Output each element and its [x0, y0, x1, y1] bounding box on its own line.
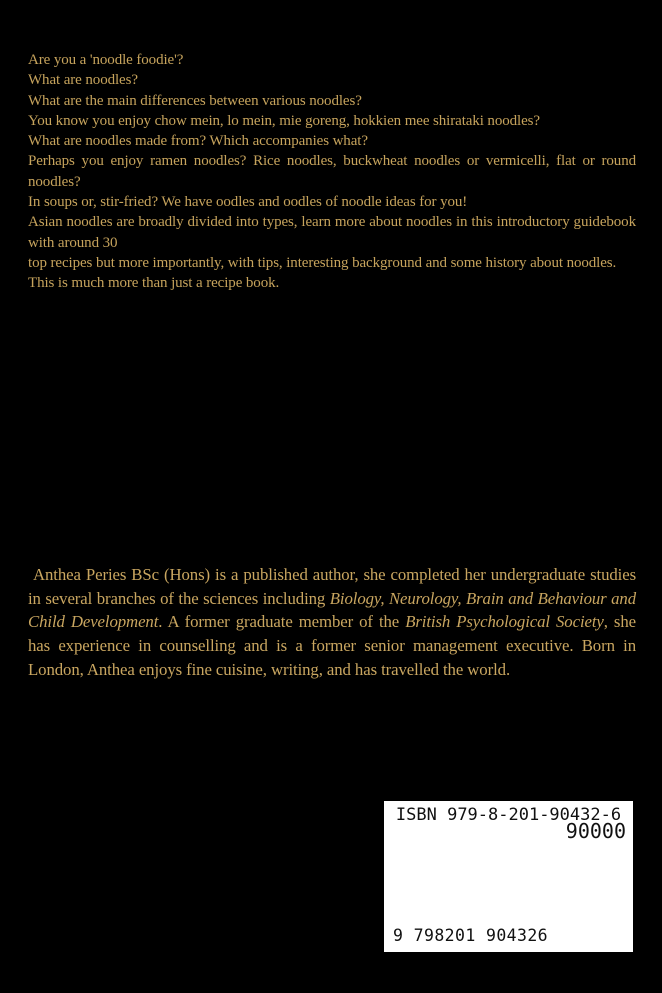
blurb-paragraph: What are noodles? — [28, 72, 138, 89]
isbn-label: ISBN 979-8-201-90432-6 — [395, 805, 622, 825]
barcode-human-readable-digits: 9 798201 904326 — [393, 926, 549, 945]
blurb-paragraph: Are you a 'noodle foodie'? — [28, 52, 184, 68]
barcode-panel — [384, 801, 633, 952]
bio-italic-segment: Biology, Neurology, Brain and Behaviour and Child Development — [28, 588, 636, 632]
blurb-paragraph: top recipes but more importantly, with tips, interesting background and some history about noodles. — [28, 254, 617, 271]
bio-text-segment: , she has experience in counselling and is a former senior management executive. Born in London, Anthea enjoys fine cuisine, writing, and has travelled the world. — [28, 612, 636, 679]
bio-italic-segment: British Psychological Society — [405, 612, 604, 632]
blurb-paragraph: You know you enjoy chow mein, lo mein, mie goreng, hokkien mee shirataki noodles? — [28, 112, 540, 129]
barcode-addon-code: 90000 — [565, 819, 626, 843]
blurb-paragraph: What are noodles made from? Which accompanies what? — [28, 133, 368, 150]
blurb-paragraph: In soups or, stir-fried? We have oodles and oodles of noodle ideas for you! — [28, 194, 468, 211]
blurb-paragraph: What are the main differences between various noodles? — [28, 92, 362, 109]
back-cover-blurb — [28, 50, 636, 294]
blurb-paragraph: Asian noodles are broadly divided into types, learn more about noodles in this introductory guidebook with around 30 — [28, 214, 636, 251]
ean5-addon-barcode — [553, 845, 662, 993]
bio-text-segment: . A former graduate member of the — [158, 612, 406, 632]
author-bio — [28, 563, 636, 682]
blurb-paragraph: This is much more than just a recipe book. — [28, 275, 280, 292]
bio-text-segment: Anthea Peries BSc (Hons) is a published author, she completed her undergraduate studies in several branches of the sciences including — [28, 565, 636, 608]
blurb-paragraph: Perhaps you enjoy ramen noodles? Rice noodles, buckwheat noodles or vermicelli, flat or round noodles? — [28, 153, 636, 190]
author-bio-paragraph — [28, 563, 636, 682]
